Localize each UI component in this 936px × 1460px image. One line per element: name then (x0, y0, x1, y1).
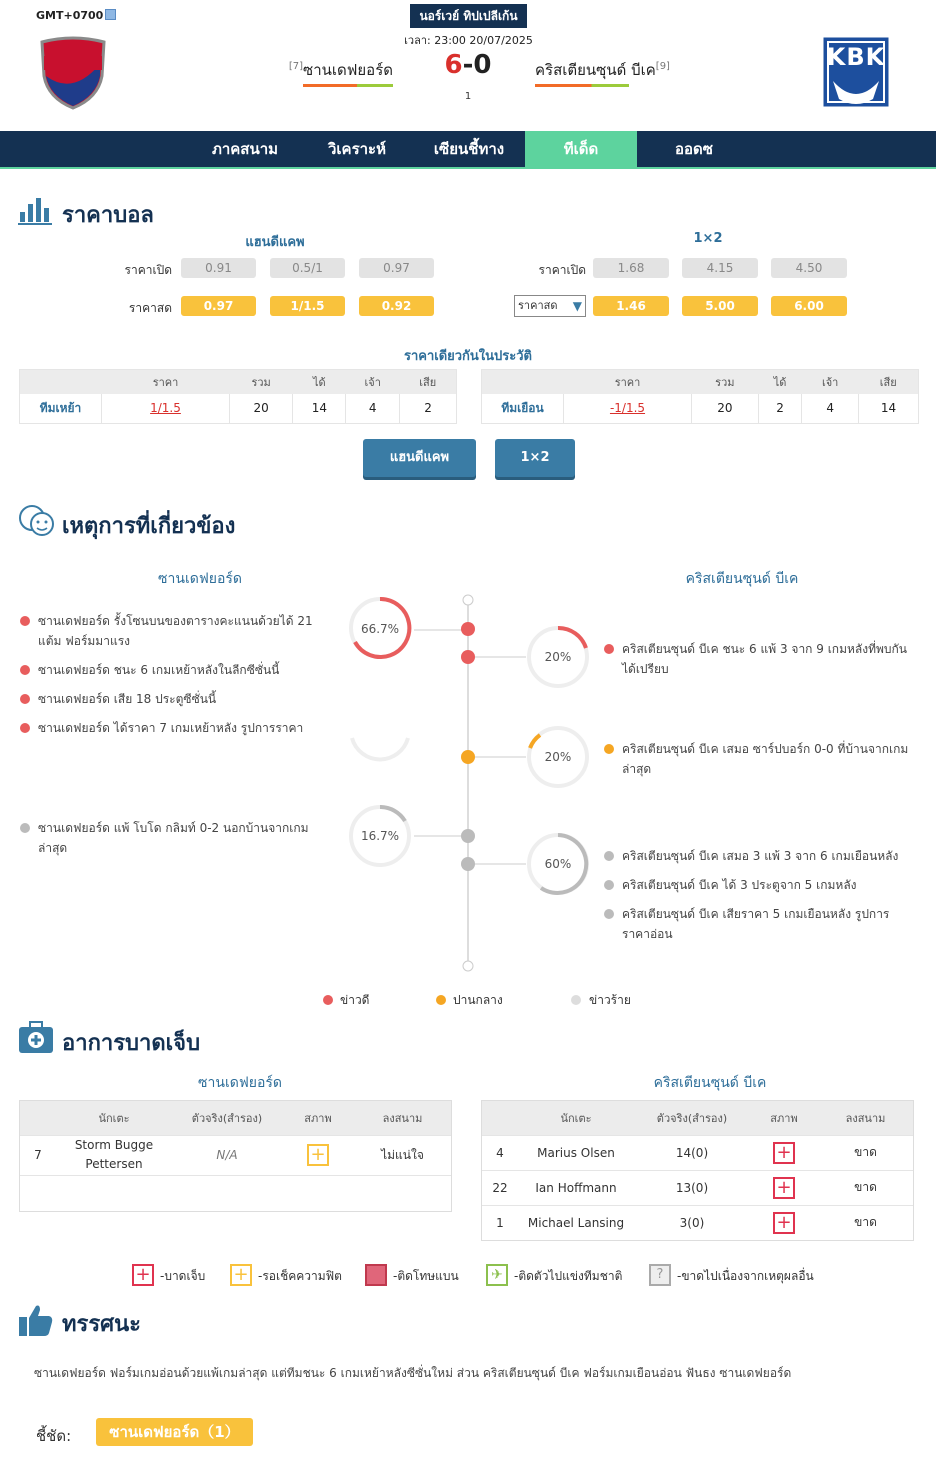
table-row (482, 1135, 913, 1170)
col-play: ลงสนาม (354, 1101, 451, 1135)
home-good-pct: 66.7% (360, 622, 400, 636)
x12-live-away: 6.00 (771, 296, 847, 316)
timezone-edit-icon[interactable] (105, 9, 116, 20)
away-underline (535, 84, 629, 87)
tab-field[interactable]: ภาคสนาม (211, 140, 279, 158)
hdp-open-away: 0.97 (359, 258, 434, 278)
player-status (750, 1135, 818, 1170)
events-away-name: คริสเตียนซุนด์ บีเค (685, 571, 799, 587)
odds-section-title: ราคาบอล (62, 203, 154, 228)
pick-badge: ซานเดฟยอร์ด（1） (96, 1418, 253, 1446)
x12-open-home: 1.68 (593, 258, 669, 278)
event-dot-good (20, 723, 30, 733)
injury-home-table (20, 1101, 451, 1211)
event-dot-good (604, 644, 614, 654)
player-apps: 14(0) (634, 1135, 750, 1170)
col-apps: ตัวจริง(สำรอง) (634, 1101, 750, 1135)
table-header-row (482, 1101, 913, 1135)
x12-button[interactable]: 1×2 (495, 439, 575, 477)
col-win: ได้ (758, 370, 802, 394)
event-dot-good (20, 616, 30, 626)
away-price-link[interactable]: -1/1.5 (564, 394, 692, 424)
col-total: รวม (230, 370, 293, 394)
pick-label: ชี้ชัด: (36, 1427, 72, 1445)
col-draw: เจ้า (346, 370, 400, 394)
legend-mid-label: ปานกลาง (453, 993, 503, 1007)
medical-kit-icon (18, 1020, 54, 1058)
x12-open-away: 4.50 (771, 258, 847, 278)
home-total: 20 (230, 394, 293, 424)
hdp-live-line: 1/1.5 (270, 296, 345, 316)
hdp-live-label: ราคาสด (128, 301, 172, 315)
hdp-open-line: 0.5/1 (270, 258, 345, 278)
home-team-name[interactable] (289, 58, 393, 87)
history-title: ราคาเดียวกันในประวัติ (403, 349, 533, 364)
legend-good-label: ข่าวดี (340, 993, 370, 1007)
suspended-card-icon (365, 1264, 387, 1286)
chat-faces-icon (18, 504, 56, 542)
player-name[interactable]: Michael Lansing (518, 1205, 634, 1240)
col-lose: เสีย (858, 370, 918, 394)
list-item: คริสเตียนซุนด์ บีเค ได้ 3 ประตูจาก 5 เกมหลัง (622, 878, 857, 892)
hdp-live-home: 0.97 (181, 296, 256, 316)
event-dot-bad (604, 880, 614, 890)
tab-odds[interactable]: ออดซ (675, 140, 713, 158)
match-time: เวลา: 23:00 20/07/2025 (404, 34, 533, 47)
player-apps: N/A (172, 1135, 282, 1175)
home-bad-pct: 16.7% (360, 829, 400, 843)
list-item: ซานเดฟยอร์ด รั้งโซนบนของตารางคะแนนด้วยได้ 21 แต้ม ฟอร์มมาแรง (38, 614, 313, 648)
table-row-empty (20, 1175, 451, 1211)
player-number: 4 (482, 1135, 518, 1170)
score-separator: - (462, 50, 474, 80)
history-away-table (481, 369, 919, 424)
home-price-link[interactable]: 1/1.5 (102, 394, 230, 424)
home-team-label: ซานเดฟยอร์ด (303, 61, 393, 79)
away-bad-pct: 60% (544, 857, 572, 871)
table-header-row (482, 370, 919, 394)
list-item: ซานเดฟยอร์ด ชนะ 6 เกมเหย้าหลังในลีกซีซั่นนี้ (38, 663, 280, 677)
events-home-name: ซานเดฟยอร์ด (158, 571, 242, 587)
event-dot-good (20, 694, 30, 704)
list-item: คริสเตียนซุนด์ บีเค เสมอ 3 แพ้ 3 จาก 6 เกมเยือนหลัง (622, 849, 899, 863)
tab-tips[interactable]: ทีเด็ด (525, 131, 637, 167)
injury-home-name: ซานเดฟยอร์ด (198, 1075, 282, 1091)
injury-plus-icon: + (132, 1264, 154, 1286)
col-status: สภาพ (282, 1101, 354, 1135)
x12-live-draw: 5.00 (682, 296, 758, 316)
away-label: ทีมเยือน (501, 400, 544, 415)
doubtful-plus-icon: + (307, 1144, 329, 1166)
col-draw: เจ้า (802, 370, 859, 394)
col-player: นักเตะ (518, 1101, 634, 1135)
player-name[interactable]: Marius Olsen (518, 1135, 634, 1170)
history-home-table (19, 369, 457, 424)
league-badge[interactable]: นอร์เวย์ ทิปเปลีเก้น (410, 4, 527, 28)
x12-live-home: 1.46 (593, 296, 669, 316)
injury-section-title: อาการบาดเจ็บ (62, 1031, 201, 1056)
away-good-pct: 20% (544, 650, 572, 664)
injury-away-name: คริสเตียนซุนด์ บีเค (653, 1075, 767, 1091)
list-item: คริสเตียนซุนด์ บีเค เสมอ ซาร์ปบอร์ก 0-0 ที่บ้านจากเกมล่าสุด (622, 742, 909, 776)
x12-open-draw: 4.15 (682, 258, 758, 278)
away-win: 2 (758, 394, 802, 424)
col-price: ราคา (564, 370, 692, 394)
away-mid-pct: 20% (544, 750, 572, 764)
away-score: 0 (473, 50, 492, 80)
timezone-text: GMT+0700 (36, 9, 104, 22)
list-item: ซานเดฟยอร์ด ได้ราคา 7 เกมเหย้าหลัง รูปการราคา (38, 721, 304, 735)
question-icon: ? (649, 1264, 671, 1286)
home-team-logo (38, 36, 108, 110)
match-round: 1 (464, 91, 472, 102)
home-win: 14 (293, 394, 346, 424)
player-play: ขาด (818, 1170, 913, 1205)
away-team-label: คริสเตียนซุนด์ บีเค (535, 61, 656, 79)
player-play: ขาด (818, 1205, 913, 1240)
player-number: 1 (482, 1205, 518, 1240)
tab-expert[interactable]: เซียนชี้ทาง (433, 140, 505, 158)
col-status: สภาพ (750, 1101, 818, 1135)
table-row (482, 1205, 913, 1240)
injury-away-table (482, 1101, 913, 1240)
x12-open-label: ราคาเปิด (538, 263, 586, 277)
timezone-label[interactable] (36, 9, 116, 22)
col-player: นักเตะ (56, 1101, 172, 1135)
list-item: คริสเตียนซุนด์ บีเค เสียราคา 5 เกมเยือนหลัง รูปการราคาอ่อน (622, 907, 890, 941)
hdp-live-away: 0.92 (359, 296, 434, 316)
thumbs-up-icon (18, 1302, 54, 1342)
legend-bad-dot (571, 995, 581, 1005)
injury-plus-icon: + (773, 1212, 795, 1234)
legend-good-dot (323, 995, 333, 1005)
home-score: 6 (444, 50, 463, 80)
away-rank: [9] (655, 61, 670, 72)
table-row (20, 394, 457, 424)
events-section-title: เหตุการที่เกี่ยวข้อง (62, 514, 236, 539)
home-lose: 2 (400, 394, 457, 424)
player-apps: 13(0) (634, 1170, 750, 1205)
x12-odds-select[interactable] (514, 295, 586, 317)
hdp-open-home: 0.91 (181, 258, 256, 278)
table-header-row (20, 370, 457, 394)
player-number: 22 (482, 1170, 518, 1205)
list-item: ซานเดฟยอร์ด เสีย 18 ประตูซีซั่นนี้ (38, 692, 217, 706)
event-dot-bad (604, 909, 614, 919)
table-row (482, 1170, 913, 1205)
chart-bars-icon (18, 196, 54, 230)
player-name[interactable]: Ian Hoffmann (518, 1170, 634, 1205)
away-team-logo (823, 37, 889, 107)
event-dot-good (20, 665, 30, 675)
event-dot-mid (604, 744, 614, 754)
col-lose: เสีย (400, 370, 457, 394)
main-nav (0, 131, 936, 169)
player-status (750, 1170, 818, 1205)
chevron-down-icon: ▼ (572, 299, 582, 313)
away-team-name[interactable] (535, 58, 670, 87)
player-apps: 3(0) (634, 1205, 750, 1240)
hdp-open-label: ราคาเปิด (124, 263, 172, 277)
match-score (418, 50, 518, 80)
table-header-row (20, 1101, 451, 1135)
away-draw: 4 (802, 394, 859, 424)
player-name[interactable]: Storm Bugge Pettersen (56, 1135, 172, 1175)
event-dot-bad (20, 823, 30, 833)
away-total: 20 (692, 394, 759, 424)
legend-national: -ติดตัวไปแข่งทีมชาติ (514, 1269, 623, 1283)
list-item: ซานเดฟยอร์ด แพ้ โบโด กลิมท์ 0-2 นอกบ้านจากเกมล่าสุด (38, 821, 309, 855)
legend-injury: -บาดเจ็บ (160, 1269, 206, 1283)
table-row (482, 394, 919, 424)
handicap-button[interactable]: แฮนดีแคพ (363, 439, 476, 477)
col-apps: ตัวจริง(สำรอง) (172, 1101, 282, 1135)
away-logo-text: KBK (826, 43, 886, 71)
table-row (20, 1135, 451, 1175)
col-total: รวม (692, 370, 759, 394)
legend-suspended: -ติดโทษแบน (393, 1269, 459, 1283)
player-play: ขาด (818, 1135, 913, 1170)
legend-bad-label: ข่าวร้าย (589, 993, 631, 1007)
legend-other: -ขาดไปเนื่องจากเหตุผลอื่น (677, 1269, 814, 1283)
view-text: ซานเดฟยอร์ด ฟอร์มเกมอ่อนด้วยแพ้เกมล่าสุด แต่ทีมชนะ 6 เกมเหย้าหลังซีซั่นใหม่ ส่วน คริสเตียนซุนด์ บีเค ฟอร์มเกมเยือนอ่อน ฟันธง ซานเดฟยอร์ด (34, 1366, 792, 1380)
select-value: ราคาสด (518, 299, 558, 312)
tab-analysis[interactable]: วิเคราะห์ (327, 140, 386, 158)
col-win: ได้ (293, 370, 346, 394)
player-play: ไม่แน่ใจ (354, 1135, 451, 1175)
handicap-title: แฮนดีแคพ (245, 235, 305, 250)
col-price: ราคา (102, 370, 230, 394)
view-section-title: ทรรศนะ (62, 1312, 141, 1337)
home-draw: 4 (346, 394, 400, 424)
col-play: ลงสนาม (818, 1101, 913, 1135)
doubtful-plus-icon: + (230, 1264, 252, 1286)
x12-title: 1×2 (693, 231, 723, 246)
home-rank: [7] (288, 61, 304, 72)
home-underline (303, 84, 393, 87)
home-label: ทีมเหย้า (39, 400, 82, 415)
airplane-icon: ✈ (486, 1264, 508, 1286)
list-item: คริสเตียนซุนด์ บีเค ชนะ 6 แพ้ 3 จาก 9 เกมหลังที่พบกัน ได้เปรียบ (622, 642, 908, 676)
player-status (282, 1135, 354, 1175)
injury-plus-icon: + (773, 1177, 795, 1199)
event-dot-bad (604, 851, 614, 861)
player-status (750, 1205, 818, 1240)
legend-mid-dot (436, 995, 446, 1005)
away-lose: 14 (858, 394, 918, 424)
legend-doubtful: -รอเช็คความฟิต (258, 1269, 342, 1283)
injury-plus-icon: + (773, 1142, 795, 1164)
player-number: 7 (20, 1135, 56, 1175)
